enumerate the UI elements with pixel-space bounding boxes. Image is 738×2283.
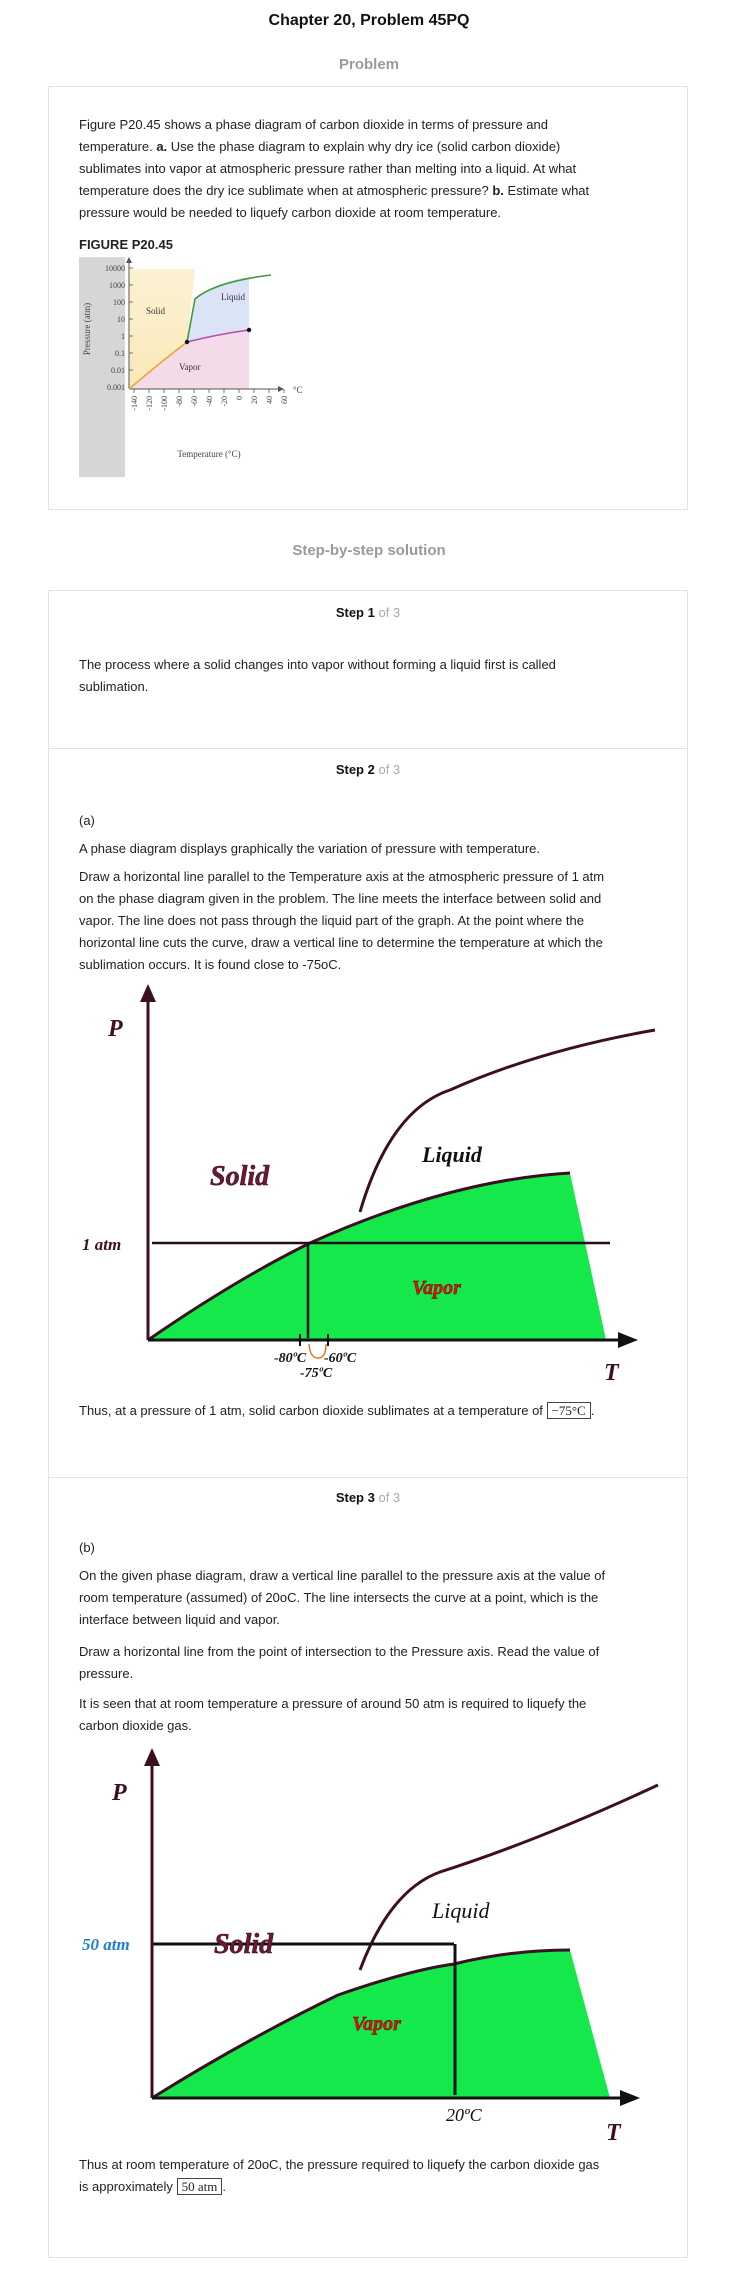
problem-line-5: pressure would be needed to liquefy carbon dioxide at room temperature. (79, 205, 502, 220)
x-tick-neg20: -20 (220, 396, 229, 407)
figure-x-unit: °C (293, 385, 303, 395)
triple-point (185, 340, 189, 344)
x-tick-0: 0 (235, 396, 244, 400)
diagram-1-pressure-label: 1 atm (82, 1235, 122, 1254)
diagram-2-vapor-label: Vapor (352, 2013, 401, 2035)
diagram-2-liquid-label: Liquid (432, 1898, 490, 1923)
problem-card (48, 86, 688, 510)
figure-label: FIGURE P20.45 (79, 237, 173, 252)
y-tick-10000: 10000 (105, 264, 125, 273)
problem-line-4: temperature does the dry ice sublimate when at atmospheric pressure? (79, 183, 493, 198)
y-tick-0.001: 0.001 (107, 383, 125, 392)
step-3-part: (b) (79, 1540, 95, 1555)
step-2-line-1: Draw a horizontal line parallel to the Temperature axis at the atmospheric pressure of 1 atm (79, 869, 605, 884)
problem-line-3: sublimates into vapor at atmospheric pressure rather than melting into a liquid. At what (79, 161, 577, 176)
problem-line-1: Figure P20.45 shows a phase diagram of carbon dioxide in terms of pressure and (79, 117, 548, 132)
p-axis-arrow-b (144, 1748, 160, 1766)
fusion-curve-dark-b (360, 1785, 658, 1970)
figure-x-axis-title: Temperature (°C) (177, 449, 241, 459)
figure-label-liquid: Liquid (221, 292, 245, 302)
critical-point (247, 328, 251, 332)
y-tick-0.01: 0.01 (111, 366, 125, 375)
step-3-number: Step 3 (335, 1490, 375, 1505)
step-3-p1-line-3: interface between liquid and vapor. (79, 1612, 280, 1627)
x-tick-20: 20 (250, 396, 259, 404)
step-3-body-2 (79, 1641, 659, 1685)
x-tick-60: 60 (280, 396, 289, 404)
figure-label-solid: Solid (146, 306, 166, 316)
diagram-20c (70, 1740, 670, 2150)
diagram-1-tick-mid-label: -75ºC (300, 1366, 333, 1381)
step-2-line-5: sublimation occurs. It is found close to -75oC. (79, 957, 342, 972)
diagram-2-t-label: T (606, 2120, 621, 2146)
diagram-2-p-label: P (112, 1780, 127, 1806)
step-2-part: (a) (79, 813, 95, 828)
step-2-label (49, 762, 687, 777)
step-3-p1-line-1: On the given phase diagram, draw a vertical line parallel to the pressure axis at the value of (79, 1568, 606, 1583)
step-3-conclusion-line-2: is approximately (79, 2179, 173, 2194)
step-3-conclusion: Thus at room temperature of 20oC, the pressure required to liquefy the carbon dioxide gas is approximately 50 atm . (79, 2157, 600, 2194)
step-1-line-2: sublimation. (79, 679, 149, 694)
figure-y-axis-title: Pressure (atm) (82, 302, 92, 356)
problem-line-2: temperature. (79, 139, 157, 154)
diagram-1-solid-label: Solid (210, 1161, 270, 1192)
t-axis-arrow-b (620, 2090, 640, 2106)
part-b-text: Estimate what (503, 183, 590, 198)
x-tick-neg60: -60 (190, 396, 199, 407)
diagram-2-solid-label: Solid (214, 1929, 274, 1960)
step-2-conclusion: Thus, at a pressure of 1 atm, solid carbon dioxide sublimates at a temperature of −75°C . (79, 1403, 595, 1418)
step-1-text (79, 654, 659, 698)
y-tick-100: 100 (113, 298, 125, 307)
part-a-text: Use the phase diagram to explain why dry ice (solid carbon dioxide) (167, 139, 561, 154)
problem-heading: Problem (338, 56, 399, 73)
diagram-2-pressure-label: 50 atm (82, 1935, 130, 1954)
step-3-answer: 50 atm (177, 2178, 223, 2195)
vapor-green-region (148, 1173, 606, 1340)
step-3-of: of 3 (378, 1490, 401, 1505)
step-1-number: Step 1 (335, 605, 375, 620)
diagram-1-t-label: T (604, 1360, 619, 1386)
step-3-p3-line-2: carbon dioxide gas. (79, 1718, 192, 1733)
y-tick-1: 1 (121, 332, 125, 341)
problem-text (79, 114, 659, 224)
step-2-number: Step 2 (335, 762, 375, 777)
part-b-label: b. (492, 183, 504, 198)
y-tick-0.1: 0.1 (115, 349, 125, 358)
diagram-1-atm (70, 980, 670, 1390)
step-3-body-1 (79, 1565, 659, 1631)
diagram-1-liquid-label: Liquid (422, 1142, 482, 1167)
y-tick-1000: 1000 (109, 281, 125, 290)
step-2-answer: −75°C (547, 1402, 591, 1419)
y-tick-10: 10 (117, 315, 125, 324)
t-axis-arrow (618, 1332, 638, 1348)
diagram-1-p-label: P (108, 1016, 123, 1042)
diagram-2-temp-label: 20ºC (446, 2105, 482, 2125)
page-title: Chapter 20, Problem 45PQ (268, 12, 470, 29)
step-divider-2 (48, 1477, 688, 1478)
figure-label-vapor: Vapor (179, 362, 201, 372)
step-3-label (49, 1490, 687, 1505)
step-3-body-3 (79, 1693, 659, 1737)
step-3-p1-line-2: room temperature (assumed) of 20oC. The line intersects the curve at a point, which is the (79, 1590, 599, 1605)
diagram-1-tick-left-label: -80ºC (274, 1351, 307, 1366)
x-tick-neg80: -80 (175, 396, 184, 407)
step-2-line-3: vapor. The line does not pass through the liquid part of the graph. At the point where the (79, 913, 584, 928)
x-tick-neg100: -100 (160, 396, 169, 411)
x-tick-40: 40 (265, 396, 274, 404)
step-2-conclusion-text: Thus, at a pressure of 1 atm, solid carbon dioxide sublimates at a temperature of (79, 1403, 543, 1418)
diagram-1-tick-right-label: -60ºC (324, 1351, 357, 1366)
diagram-1-vapor-label: Vapor (412, 1277, 461, 1299)
p-axis-arrow (140, 984, 156, 1002)
step-2-line-4: horizontal line cuts the curve, draw a vertical line to determine the temperature at which the (79, 935, 603, 950)
x-tick-neg140: -140 (130, 396, 139, 411)
step-divider-1 (48, 748, 688, 749)
step-1-of: of 3 (378, 605, 401, 620)
step-3-conclusion-line-1: Thus at room temperature of 20oC, the pressure required to liquefy the carbon dioxide gas (79, 2157, 600, 2172)
solution-heading: Step-by-step solution (292, 542, 446, 559)
step-3-p2-line-1: Draw a horizontal line from the point of intersection to the Pressure axis. Read the value of (79, 1644, 600, 1659)
step-2-intro: A phase diagram displays graphically the variation of pressure with temperature. (79, 841, 541, 856)
step-2-line-2: on the phase diagram given in the problem. The line meets the interface between solid and (79, 891, 602, 906)
phase-diagram-figure (79, 257, 369, 477)
step-1-line-1: The process where a solid changes into vapor without forming a liquid first is called (79, 657, 556, 672)
step-2-body (79, 866, 659, 976)
x-tick-neg40: -40 (205, 396, 214, 407)
part-a-label: a. (156, 139, 168, 154)
x-tick-neg120: -120 (145, 396, 154, 411)
step-3-p2-line-2: pressure. (79, 1666, 134, 1681)
step-3-p3-line-1: It is seen that at room temperature a pressure of around 50 atm is required to liquefy the (79, 1696, 587, 1711)
step-1-label (49, 605, 687, 620)
step-2-of: of 3 (378, 762, 401, 777)
